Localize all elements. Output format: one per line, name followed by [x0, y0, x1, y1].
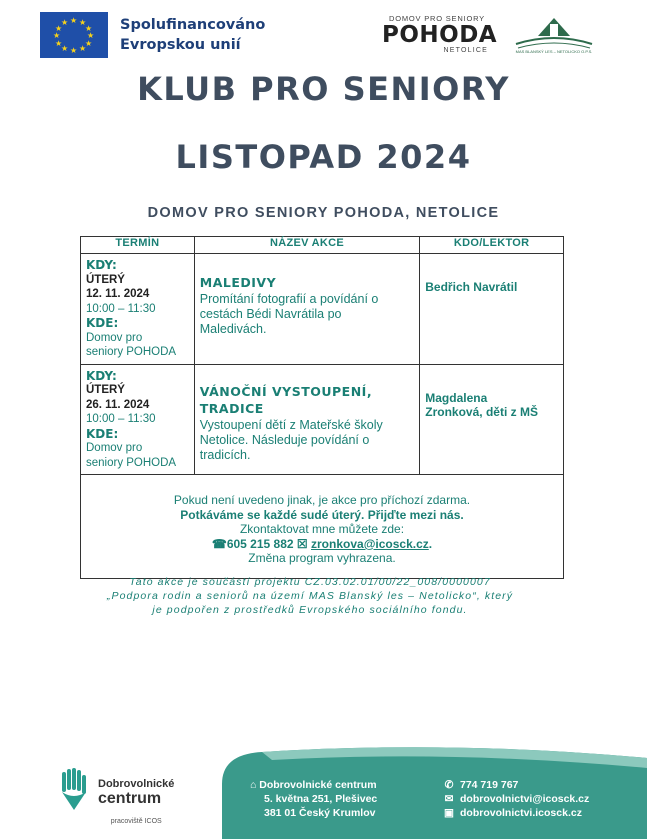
- info-row: [81, 475, 564, 579]
- page-subtitle: DOMOV PRO SENIORY POHODA, NETOLICE: [147, 205, 500, 221]
- page-title: KLUB PRO SENIORY: [137, 70, 510, 108]
- event-description-line: tradicích.: [199, 447, 251, 462]
- table-header-row: [81, 237, 564, 254]
- lector-cell: [420, 254, 564, 365]
- event-date: 12. 11. 2024: [86, 288, 150, 300]
- phone-icon: ☎: [211, 536, 227, 551]
- where-label: KDE:: [86, 426, 119, 441]
- volunteer-centre-line2: centrum: [98, 790, 162, 807]
- footer-email[interactable]: dobrovolnictvi@icosck.cz: [460, 793, 590, 805]
- footer-web[interactable]: dobrovolnictvi.icosck.cz: [460, 807, 582, 819]
- contact-phone: 605 215 882: [226, 536, 294, 551]
- program-table: [80, 236, 564, 579]
- footer-address: [250, 778, 377, 820]
- event-title: MALEDIVY: [199, 275, 277, 290]
- event-title: VÁNOČNÍ VYSTOUPENÍ,: [199, 383, 373, 399]
- pohoda-logo: [382, 14, 498, 54]
- footer-web-row: [443, 806, 589, 820]
- home-icon: ⌂: [250, 779, 257, 791]
- eu-logo-line1: Spolufinancováno: [120, 17, 266, 33]
- eu-logo-text: [120, 15, 265, 55]
- project-note-line2: „Podpora rodin a seniorů na území MAS Blanský les – Netolicko“, který: [106, 590, 514, 602]
- contact-email-link[interactable]: zronkova@icosck.cz: [311, 536, 429, 551]
- event-title-line2: TRADICE: [199, 400, 264, 416]
- info-free-entry: Pokud není uvedeno jinak, je akce pro příchozí zdarma.: [173, 493, 471, 508]
- event-description-line: Vystoupení dětí z Mateřské školy: [199, 417, 383, 432]
- header-lector: KDO/LEKTOR: [420, 237, 564, 254]
- phone-icon: ✆: [444, 779, 454, 791]
- event-place-line2: seniory POHODA: [86, 346, 177, 358]
- footer-address-line2: 5. května 251, Plešivec: [264, 793, 378, 805]
- event-place-line2: seniory POHODA: [86, 456, 177, 469]
- mail-icon: ✉: [444, 793, 454, 805]
- table-row: [81, 254, 564, 365]
- event-description-line: Maledivách.: [199, 322, 267, 336]
- web-icon: ▣: [444, 807, 454, 819]
- pohoda-logo-sub: NETOLICE: [443, 47, 488, 54]
- header-event-name: NÁZEV AKCE: [194, 237, 420, 254]
- info-program-change: Změna program vyhrazena.: [248, 551, 396, 566]
- page-month: LISTOPAD 2024: [175, 138, 472, 176]
- event-time: 10:00 – 11:30: [86, 413, 156, 425]
- info-meeting-schedule: Potkáváme se každé sudé úterý. Přijďte mezi nás.: [180, 507, 464, 522]
- footer-phone[interactable]: 774 719 767: [460, 779, 519, 791]
- eu-cofinancing-logo: [40, 12, 265, 58]
- lector-cell: [420, 364, 564, 475]
- event-date: 26. 11. 2024: [86, 398, 150, 411]
- event-cell: [194, 254, 420, 365]
- mas-logo-text: MAS BLANSKÝ LES – NETOLICKO O.P.S.: [515, 49, 593, 54]
- term-cell: [81, 254, 195, 365]
- footer-email-row: [443, 792, 589, 806]
- lector-name: Bedřich Navrátil: [425, 280, 518, 294]
- project-note: [100, 575, 520, 617]
- info-cell: [81, 475, 564, 579]
- event-description: [200, 418, 416, 463]
- info-contact-line: [81, 537, 563, 552]
- mas-blansky-les-logo: [508, 10, 600, 54]
- event-time: 10:00 – 11:30: [86, 302, 156, 315]
- pohoda-logo-top: DOMOV PRO SENIORY: [389, 14, 485, 23]
- info-contact-intro: Zkontaktovat mne můžete zde:: [239, 522, 405, 537]
- mail-icon: ☒: [296, 536, 308, 551]
- event-description: [200, 292, 416, 337]
- footer-phone-row: [443, 778, 589, 792]
- volunteer-centre-logo: [58, 768, 174, 825]
- event-place-line1: Domov pro: [86, 442, 143, 454]
- eu-flag-icon: ★ ★ ★ ★ ★ ★ ★ ★ ★ ★ ★ ★: [40, 12, 108, 58]
- lector-name-line2: Zronková, děti z MŠ: [425, 404, 538, 419]
- footer-org-name: Dobrovolnické centrum: [259, 779, 377, 791]
- project-note-line3: je podpořen z prostředků Evropského sociálního fondu.: [152, 604, 468, 616]
- where-label: KDE:: [86, 316, 119, 330]
- header-term: TERMÍN: [81, 237, 195, 254]
- eu-logo-line2: Evropskou unií: [120, 37, 241, 53]
- project-note-line1: Tato akce je součástí projektu CZ.03.02.01/00/22_008/0000007: [129, 576, 491, 588]
- lector-name: Magdalena: [425, 390, 488, 405]
- event-description-line: cestách Bédi Navrátila po: [199, 307, 342, 321]
- table-row: [81, 364, 564, 475]
- event-place-line1: Domov pro: [86, 331, 143, 344]
- volunteer-centre-line1: Dobrovolnické: [98, 778, 175, 790]
- heart-hand-icon: [58, 768, 90, 814]
- event-description-line: Promítání fotografií a povídání o: [199, 292, 379, 306]
- when-label: KDY:: [86, 368, 117, 383]
- event-day: ÚTERÝ: [86, 384, 125, 396]
- contact-email-suffix: .: [428, 536, 433, 551]
- volunteer-centre-name: [98, 778, 174, 825]
- footer-address-line3: 381 01 Český Krumlov: [264, 807, 376, 819]
- term-cell: [81, 364, 195, 475]
- footer-address-line1: [250, 778, 377, 792]
- volunteer-centre-line3: pracoviště ICOS: [110, 818, 162, 825]
- event-day: ÚTERÝ: [86, 273, 125, 286]
- pohoda-logo-main: POHODA: [382, 22, 498, 48]
- event-cell: [194, 364, 420, 475]
- event-description-line: Netolice. Následuje povídání o: [199, 432, 370, 447]
- when-label: KDY:: [86, 258, 117, 272]
- footer-contacts: [443, 778, 589, 820]
